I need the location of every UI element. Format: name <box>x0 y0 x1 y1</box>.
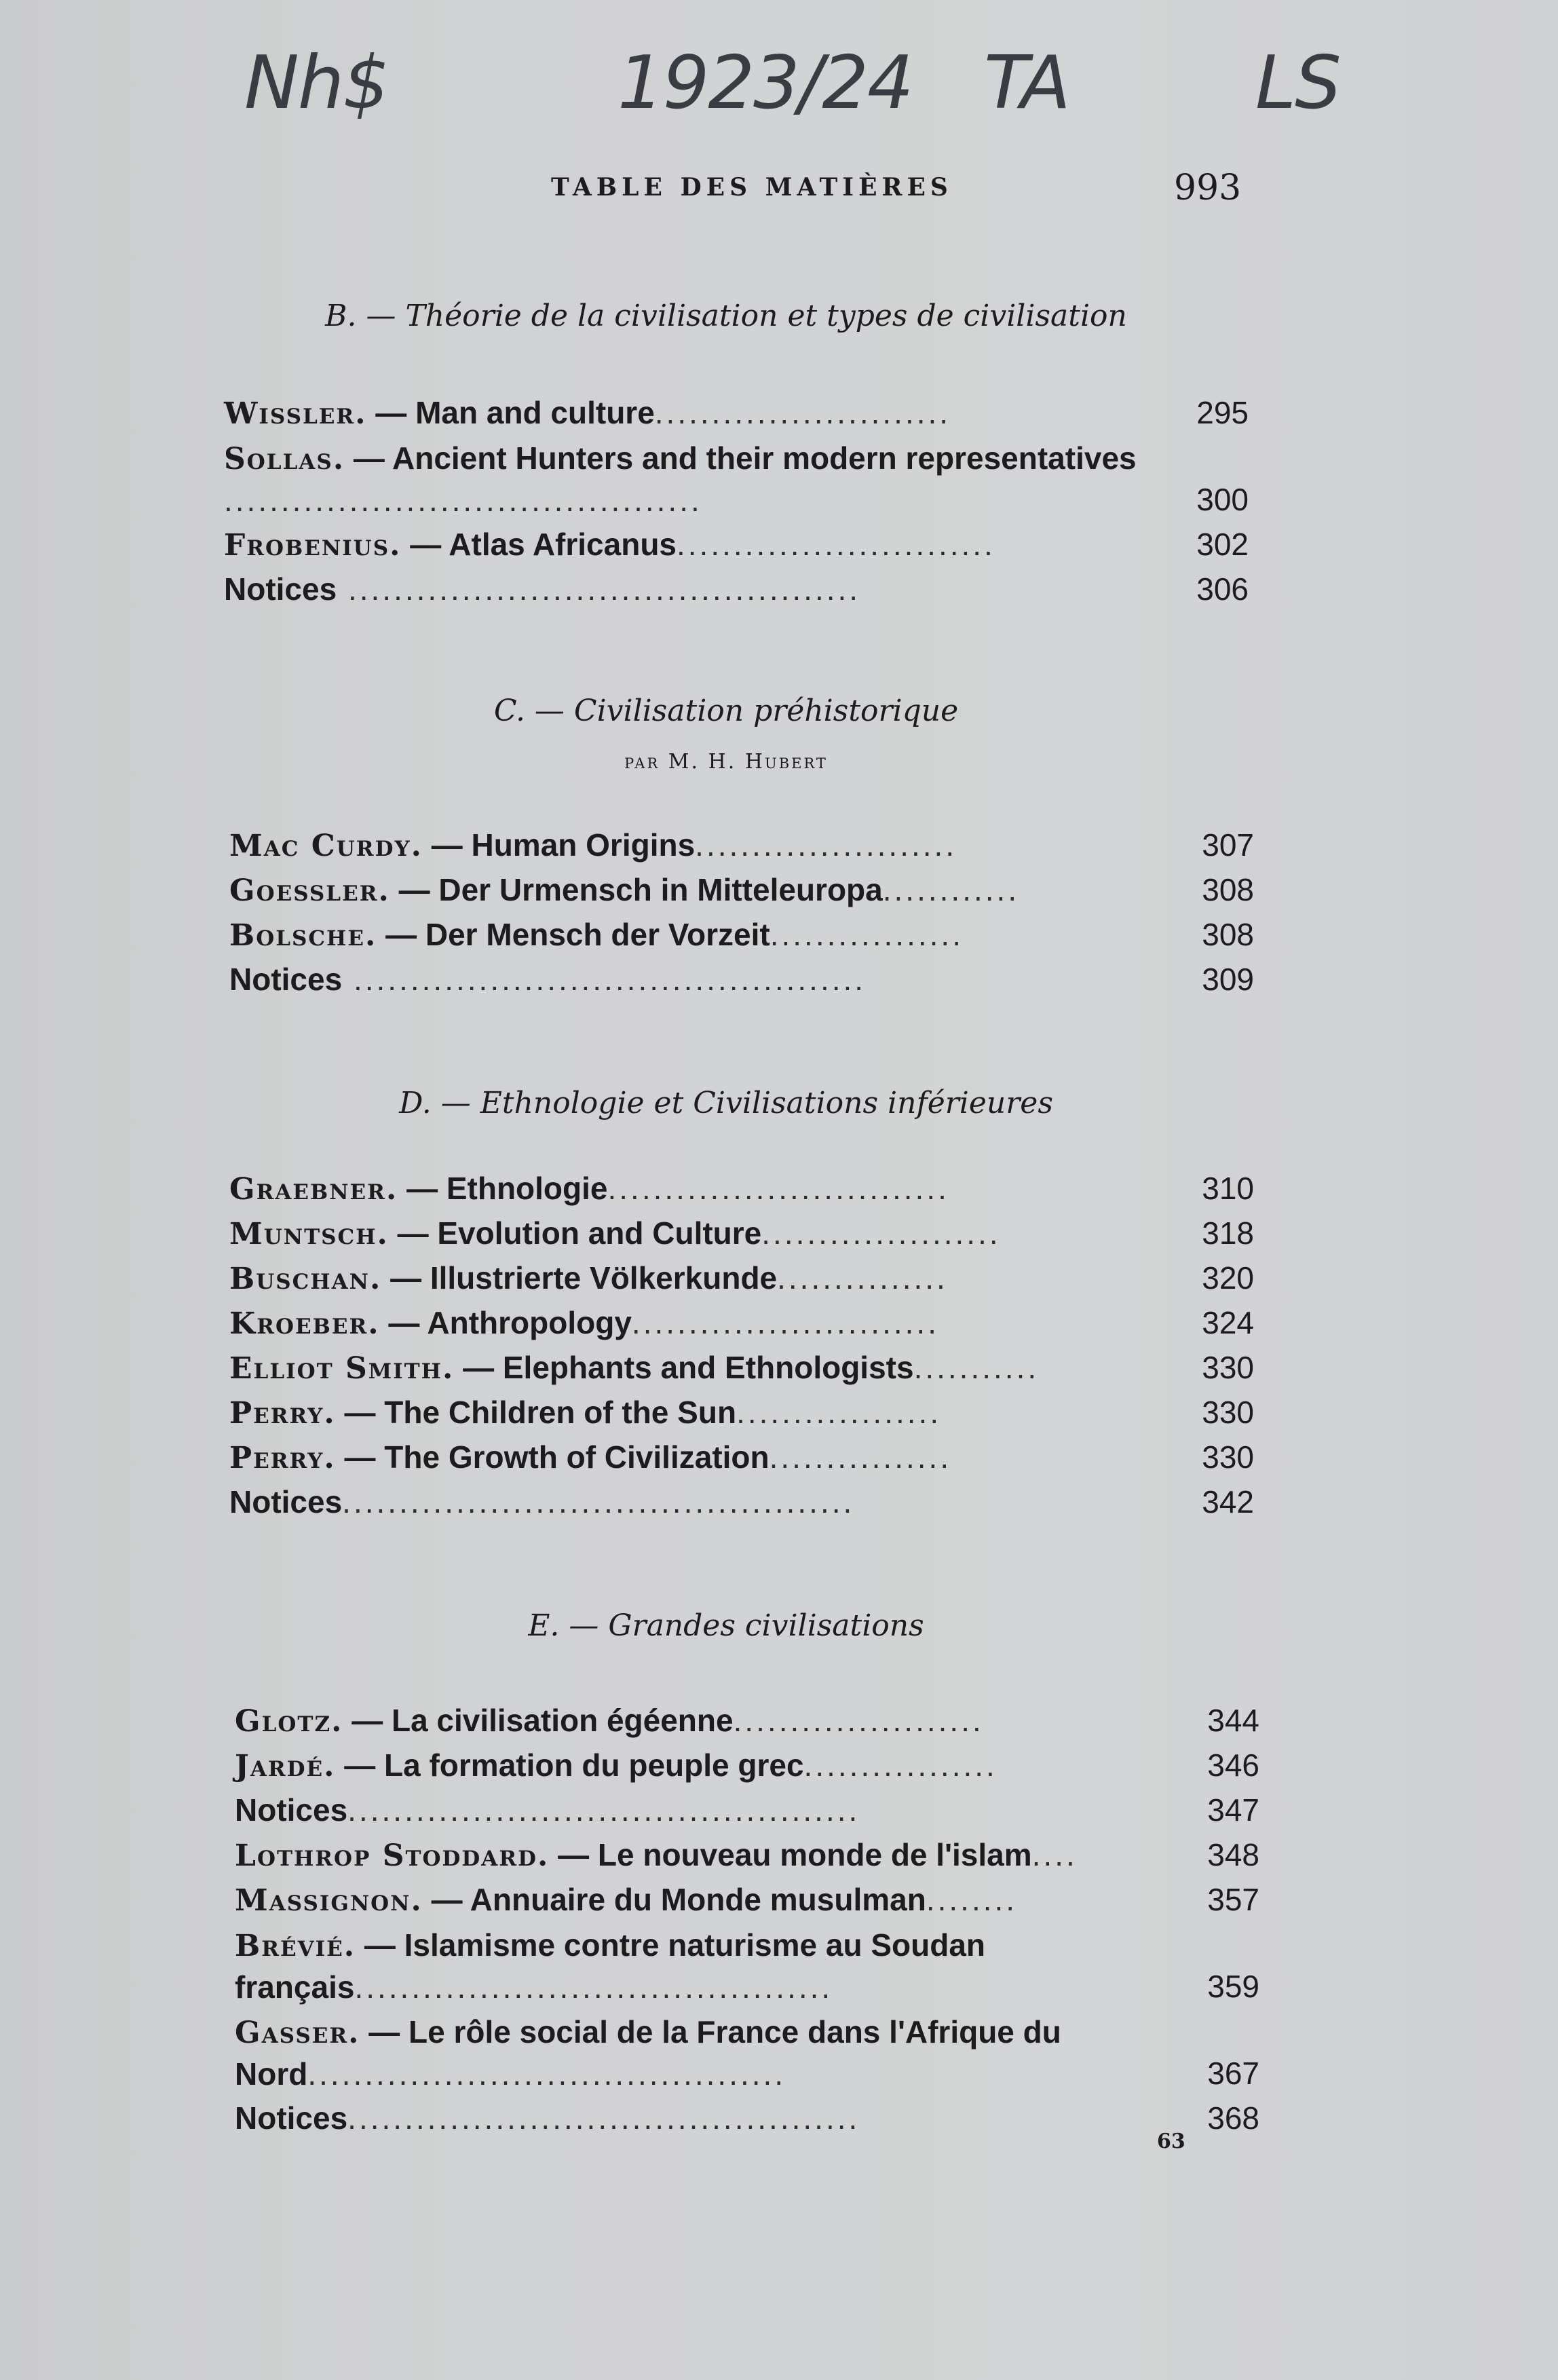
entry-author: Gasser. <box>235 2016 360 2050</box>
entry-author: Lothrop Stoddard. <box>235 1838 550 1873</box>
toc-entry[interactable]: Mac Curdy. — Human Origins....................... 307 <box>229 823 1254 867</box>
entry-title: Notices <box>235 1792 348 1828</box>
entry-title: — Man and culture <box>375 395 655 430</box>
entry-title: — Evolution and Culture <box>397 1215 762 1251</box>
entry-page: 300 <box>1196 482 1249 517</box>
section-subtitle-c: par M. H. Hubert <box>624 750 828 774</box>
toc-entry[interactable]: Perry. — The Children of the Sun.................. 330 <box>229 1390 1254 1435</box>
entry-author: Wissler. <box>224 396 367 431</box>
handwritten-note-3: TA <box>984 41 1069 126</box>
entry-title: — Ancient Hunters and their modern representatives <box>353 440 1137 476</box>
entry-page: 348 <box>1207 1837 1259 1872</box>
entry-title: — Annuaire du Monde musulman <box>431 1882 926 1917</box>
toc-entry[interactable]: Bolsche. — Der Mensch der Vorzeit................. 308 <box>229 912 1254 957</box>
entry-title: — Le nouveau monde de l'islam <box>558 1837 1032 1872</box>
entry-title: Notices <box>235 2100 348 2136</box>
entry-page: 310 <box>1202 1171 1254 1206</box>
toc-entry[interactable]: Notices ............................................. 309 <box>229 957 1254 1002</box>
toc-entry[interactable]: Frobenius. — Atlas Africanus............................ 302 <box>224 522 1249 567</box>
entry-title: — Le rôle social de la France dans l'Afrique du Nord <box>235 2014 1061 2092</box>
entry-page: 324 <box>1202 1305 1254 1340</box>
section-title-c: C. — Civilisation préhistorique <box>493 694 959 728</box>
entry-title: — Atlas Africanus <box>410 527 677 562</box>
entry-page: 330 <box>1202 1395 1254 1430</box>
entry-page: 302 <box>1196 527 1249 562</box>
entry-page: 309 <box>1202 962 1254 997</box>
entry-page: 318 <box>1202 1215 1254 1251</box>
toc-entry[interactable]: Buschan. — Illustrierte Völkerkunde............... 320 <box>229 1255 1254 1300</box>
entry-title: — Der Urmensch in Mitteleuropa <box>398 872 883 907</box>
entry-author: Frobenius. <box>224 528 402 563</box>
handwritten-note-1: Nh$ <box>244 41 388 126</box>
entry-author: Perry. <box>229 1396 336 1431</box>
entry-author: Jardé. <box>235 1749 336 1783</box>
entry-page: 308 <box>1202 872 1254 907</box>
entry-page: 320 <box>1202 1260 1254 1296</box>
entry-title: — Human Origins <box>431 827 696 863</box>
section-c-entries <box>229 823 1254 1002</box>
toc-entry[interactable]: Kroeber. — Anthropology........................... 324 <box>229 1300 1254 1345</box>
entry-page: 330 <box>1202 1350 1254 1385</box>
entry-page: 330 <box>1202 1439 1254 1475</box>
entry-page: 342 <box>1202 1484 1254 1519</box>
entry-title: — Elephants and Ethnologists <box>463 1350 914 1385</box>
entry-page: 307 <box>1202 827 1254 863</box>
running-head-title: TABLE DES MATIÈRES <box>551 173 953 202</box>
entry-title: — La formation du peuple grec <box>344 1748 804 1783</box>
toc-entry[interactable]: Notices............................................. 342 <box>229 1479 1254 1524</box>
section-title-d: D. — Ethnologie et Civilisations inférieures <box>399 1086 1053 1120</box>
toc-entry[interactable]: Gasser. — Le rôle social de la France dans l'Afrique du Nord.......................................... 367 <box>235 2009 1259 2096</box>
handwritten-note-2: 1923/24 <box>618 41 913 126</box>
running-head <box>0 168 1558 227</box>
entry-author: Bolsche. <box>229 918 377 953</box>
toc-entry[interactable]: Goessler. — Der Urmensch in Mitteleuropa............ 308 <box>229 867 1254 912</box>
toc-entry[interactable]: Perry. — The Growth of Civilization................ 330 <box>229 1435 1254 1479</box>
toc-entry[interactable]: Notices ............................................. 306 <box>224 567 1249 611</box>
entry-author: Kroeber. <box>229 1306 380 1341</box>
entry-author: Glotz. <box>235 1704 343 1739</box>
toc-entry[interactable]: Muntsch. — Evolution and Culture..................... 318 <box>229 1211 1254 1255</box>
entry-page: 347 <box>1207 1792 1259 1828</box>
section-e-entries <box>235 1698 1259 2140</box>
entry-title: — Illustrierte Völkerkunde <box>390 1260 778 1296</box>
entry-author: Perry. <box>229 1441 336 1475</box>
entry-author: Goessler. <box>229 873 390 908</box>
section-title-e: E. — Grandes civilisations <box>528 1608 924 1643</box>
toc-entry[interactable]: Sollas. — Ancient Hunters and their modern representatives .......................................... 300 <box>224 435 1249 522</box>
page-number: 993 <box>1174 168 1242 208</box>
entry-page: 344 <box>1207 1703 1259 1738</box>
entry-title: — La civilisation égéenne <box>352 1703 734 1738</box>
toc-entry[interactable]: Elliot Smith. — Elephants and Ethnologists........... 330 <box>229 1345 1254 1390</box>
entry-page: 367 <box>1207 2056 1259 2091</box>
entry-title: — The Children of the Sun <box>344 1395 737 1430</box>
entry-title: — Anthropology <box>388 1305 632 1340</box>
entry-page: 308 <box>1202 917 1254 952</box>
toc-entry[interactable]: Glotz. — La civilisation égéenne...................... 344 <box>235 1698 1259 1743</box>
entry-page: 359 <box>1207 1969 1259 2004</box>
entry-page: 368 <box>1207 2100 1259 2136</box>
section-title-b: B. — Théorie de la civilisation et types de civilisation <box>325 299 1127 333</box>
toc-entry[interactable]: Brévié. — Islamisme contre naturisme au Soudan français.......................................... 359 <box>235 1922 1259 2009</box>
entry-author: Brévié. <box>235 1929 356 1963</box>
entry-title: — Der Mensch der Vorzeit <box>385 917 770 952</box>
toc-entry[interactable]: Jardé. — La formation du peuple grec................. 346 <box>235 1743 1259 1788</box>
entry-page: 357 <box>1207 1882 1259 1917</box>
entry-title: Notices <box>229 1484 343 1519</box>
entry-author: Muntsch. <box>229 1217 389 1251</box>
entry-author: Sollas. <box>224 442 345 476</box>
entry-author: Massignon. <box>235 1883 423 1918</box>
entry-page: 306 <box>1196 571 1249 607</box>
entry-title: — Ethnologie <box>406 1171 608 1206</box>
entry-title: Notices <box>224 571 337 607</box>
section-d-entries <box>229 1166 1254 1524</box>
entry-author: Graebner. <box>229 1172 398 1207</box>
signature-mark: 63 <box>1157 2130 1185 2153</box>
entry-title: — The Growth of Civilization <box>344 1439 770 1475</box>
entry-author: Elliot Smith. <box>229 1351 455 1386</box>
toc-entry[interactable]: Graebner. — Ethnologie.............................. 310 <box>229 1166 1254 1211</box>
entry-page: 295 <box>1196 395 1249 430</box>
entry-author: Mac Curdy. <box>229 829 423 863</box>
toc-entry[interactable]: Notices............................................. 368 <box>235 2096 1259 2140</box>
toc-entry[interactable]: Wissler. — Man and culture.......................... 295 <box>224 390 1249 435</box>
entry-title: — Islamisme contre naturisme au Soudan français <box>235 1927 986 2005</box>
section-b-entries <box>224 390 1249 611</box>
toc-entry[interactable]: Lothrop Stoddard. — Le nouveau monde de l'islam.... 348 <box>235 1832 1259 1877</box>
entry-page: 346 <box>1207 1748 1259 1783</box>
entry-author: Buschan. <box>229 1262 382 1296</box>
toc-entry[interactable]: Notices............................................. 347 <box>235 1788 1259 1832</box>
entry-title: Notices <box>229 962 343 997</box>
toc-entry[interactable]: Massignon. — Annuaire du Monde musulman........ 357 <box>235 1877 1259 1922</box>
handwritten-note-4: LS <box>1255 41 1340 126</box>
